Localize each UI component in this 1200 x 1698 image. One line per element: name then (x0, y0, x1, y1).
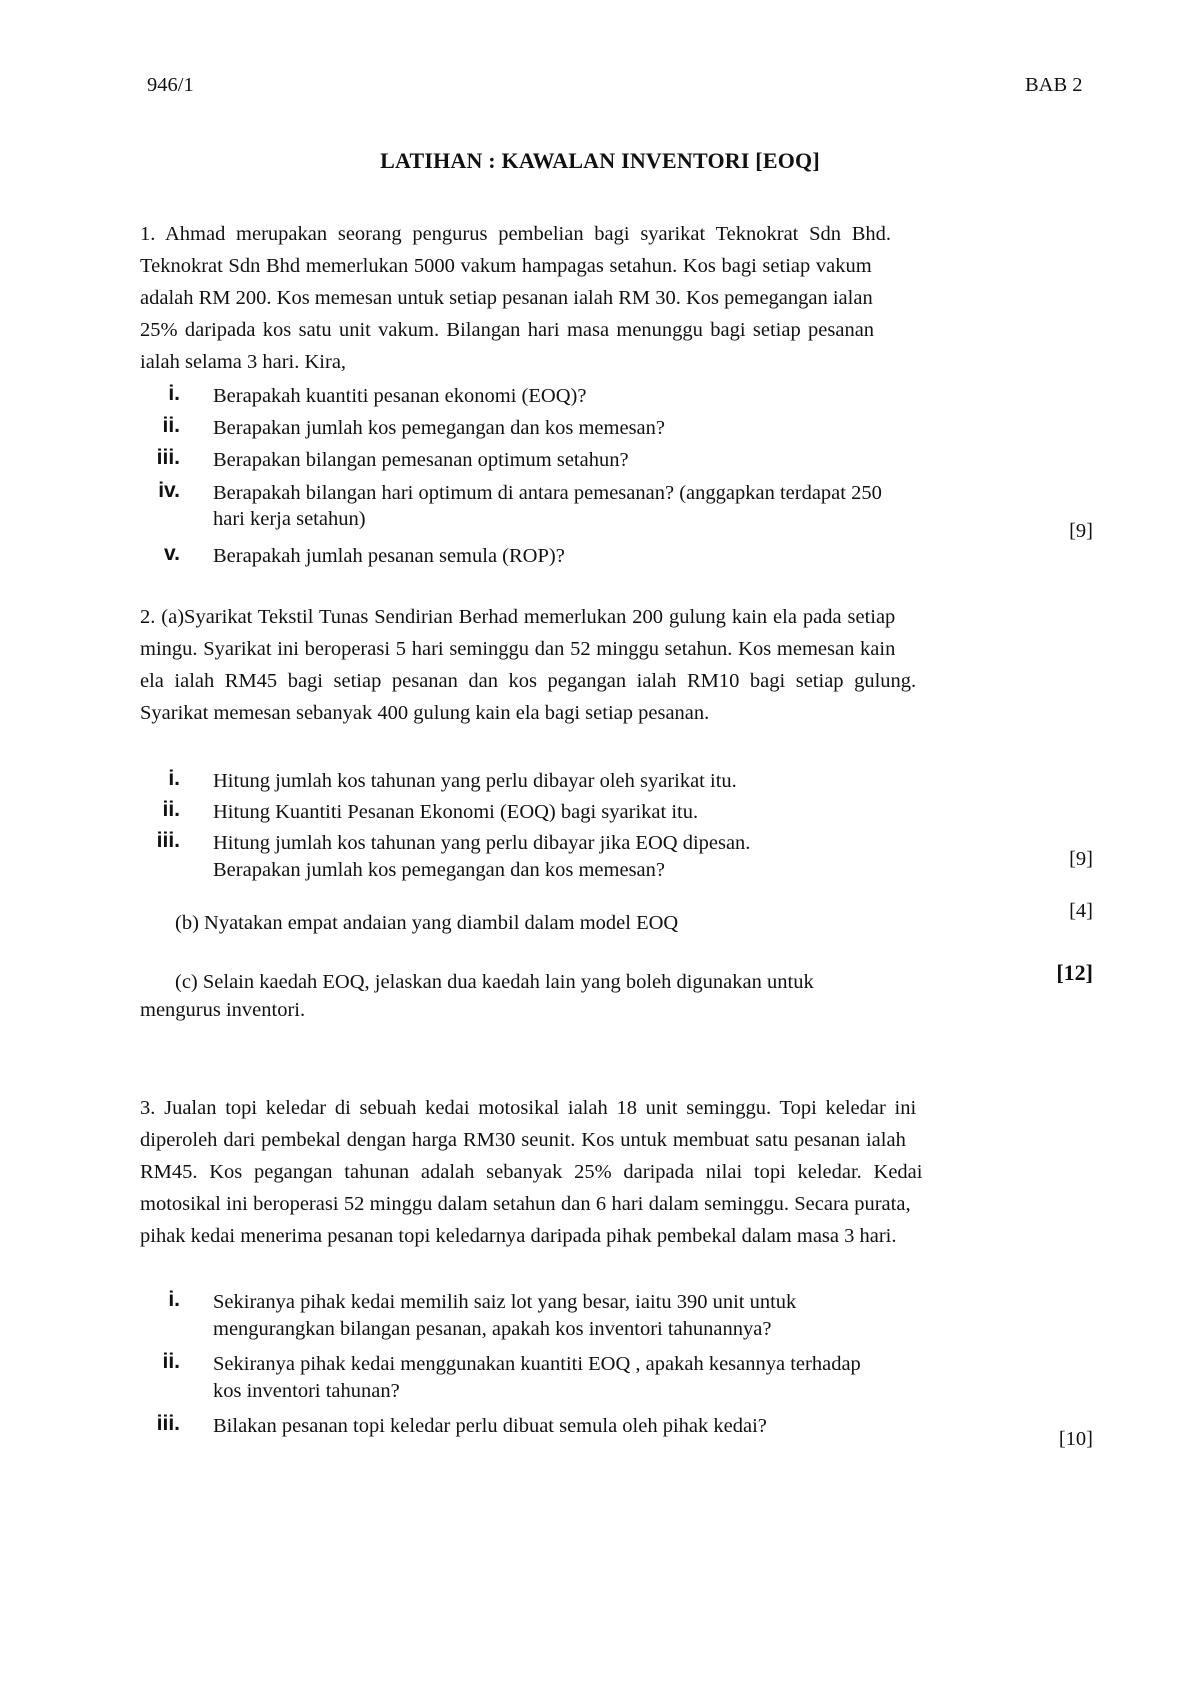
course-code: 946/1 (147, 74, 194, 96)
q1-line: adalah RM 200. Kos memesan untuk setiap pesanan ialah RM 30. Kos pemegangan ialan (140, 287, 873, 309)
q2c-marks: [12] (1056, 960, 1093, 985)
q1-marks: [9] (1069, 520, 1093, 542)
q1-line: ialah selama 3 hari. Kira, (140, 351, 347, 373)
q1-line: 25% daripada kos satu unit vakum. Bilangan hari masa menunggu bagi setiap pesanan (140, 319, 875, 341)
q2-item-number: iii. (156, 829, 180, 852)
q1-item-text: Berapakah jumlah pesanan semula (ROP)? (213, 545, 565, 567)
q3-item-text: Sekiranya pihak kedai memilih saiz lot yang besar, iaitu 390 unit untuk (213, 1291, 797, 1313)
q3-line: diperoleh dari pembekal dengan harga RM30 seunit. Kos untuk membuat satu pesanan ialah (140, 1129, 906, 1151)
q3-line: motosikal ini beroperasi 52 minggu dalam setahun dan 6 hari dalam seminggu. Secara purata, (140, 1193, 911, 1215)
q3-line: pihak kedai menerima pesanan topi keledarnya daripada pihak pembekal dalam masa 3 hari. (140, 1225, 897, 1247)
q1-item-text: Berapakah bilangan hari optimum di antara pemesanan? (anggapkan terdapat 250 (213, 482, 882, 504)
q2-line: Syarikat memesan sebanyak 400 gulung kain ela bagi setiap pesanan. (140, 702, 710, 724)
q3-item-number: i. (168, 1288, 180, 1311)
q1-item-number: ii. (162, 414, 180, 437)
q2-item-number: ii. (162, 798, 180, 821)
q1-item-number: iv. (158, 479, 180, 502)
q3-item-number: iii. (156, 1412, 180, 1435)
q1-item-text: Berapakan bilangan pemesanan optimum setahun? (213, 449, 629, 471)
q2-item-text-cont: Berapakan jumlah kos pemegangan dan kos memesan? (213, 859, 665, 881)
q1-item-text: Berapakan jumlah kos pemegangan dan kos memesan? (213, 417, 665, 439)
q2-item-text: Hitung jumlah kos tahunan yang perlu dibayar jika EOQ dipesan. (213, 832, 751, 854)
q3-item-text: Bilakan pesanan topi keledar perlu dibuat semula oleh pihak kedai? (213, 1415, 767, 1437)
q2-line: ela ialah RM45 bagi setiap pesanan dan kos pegangan ialah RM10 bagi setiap gulung. (140, 670, 917, 692)
q2-part-c: (c) Selain kaedah EOQ, jelaskan dua kaedah lain yang boleh digunakan untuk (175, 971, 814, 993)
q1-item-text-cont: hari kerja setahun) (213, 508, 366, 530)
q3-item-text-cont: mengurangkan bilangan pesanan, apakah kos inventori tahunannya? (213, 1318, 772, 1340)
q3-item-text-cont: kos inventori tahunan? (213, 1380, 400, 1402)
q3-item-text: Sekiranya pihak kedai menggunakan kuantiti EOQ , apakah kesannya terhadap (213, 1353, 861, 1375)
q2-item-number: i. (168, 767, 180, 790)
q2-line: mingu. Syarikat ini beroperasi 5 hari seminggu dan 52 minggu setahun. Kos memesan kain (140, 638, 896, 660)
q3-line: 3. Jualan topi keledar di sebuah kedai motosikal ialah 18 unit seminggu. Topi keledar ini (140, 1097, 917, 1119)
q2-line: 2. (a)Syarikat Tekstil Tunas Sendirian Berhad memerlukan 200 gulung kain ela pada setiap (140, 606, 896, 628)
q3-line: RM45. Kos pegangan tahunan adalah sebanyak 25% daripada nilai topi keledar. Kedai (140, 1161, 923, 1183)
q3-marks: [10] (1058, 1428, 1093, 1450)
q2a-marks: [9] (1069, 848, 1093, 870)
q2-item-text: Hitung jumlah kos tahunan yang perlu dibayar oleh syarikat itu. (213, 770, 737, 792)
chapter-label: BAB 2 (1025, 74, 1083, 96)
q1-item-number: i. (168, 382, 180, 405)
q2-part-c-cont: mengurus inventori. (140, 999, 306, 1021)
page-title: LATIHAN : KAWALAN INVENTORI [EOQ] (380, 148, 820, 173)
q1-line: Teknokrat Sdn Bhd memerlukan 5000 vakum hampagas setahun. Kos bagi setiap vakum (140, 255, 872, 277)
q1-item-number: iii. (156, 446, 180, 469)
q1-item-number: v. (164, 542, 180, 565)
q1-item-text: Berapakah kuantiti pesanan ekonomi (EOQ)? (213, 385, 587, 407)
q2-item-text: Hitung Kuantiti Pesanan Ekonomi (EOQ) bagi syarikat itu. (213, 801, 699, 823)
q1-line: 1. Ahmad merupakan seorang pengurus pembelian bagi syarikat Teknokrat Sdn Bhd. (140, 223, 892, 245)
q2-part-b: (b) Nyatakan empat andaian yang diambil dalam model EOQ (175, 912, 679, 934)
q2b-marks: [4] (1069, 900, 1093, 922)
q3-item-number: ii. (162, 1350, 180, 1373)
